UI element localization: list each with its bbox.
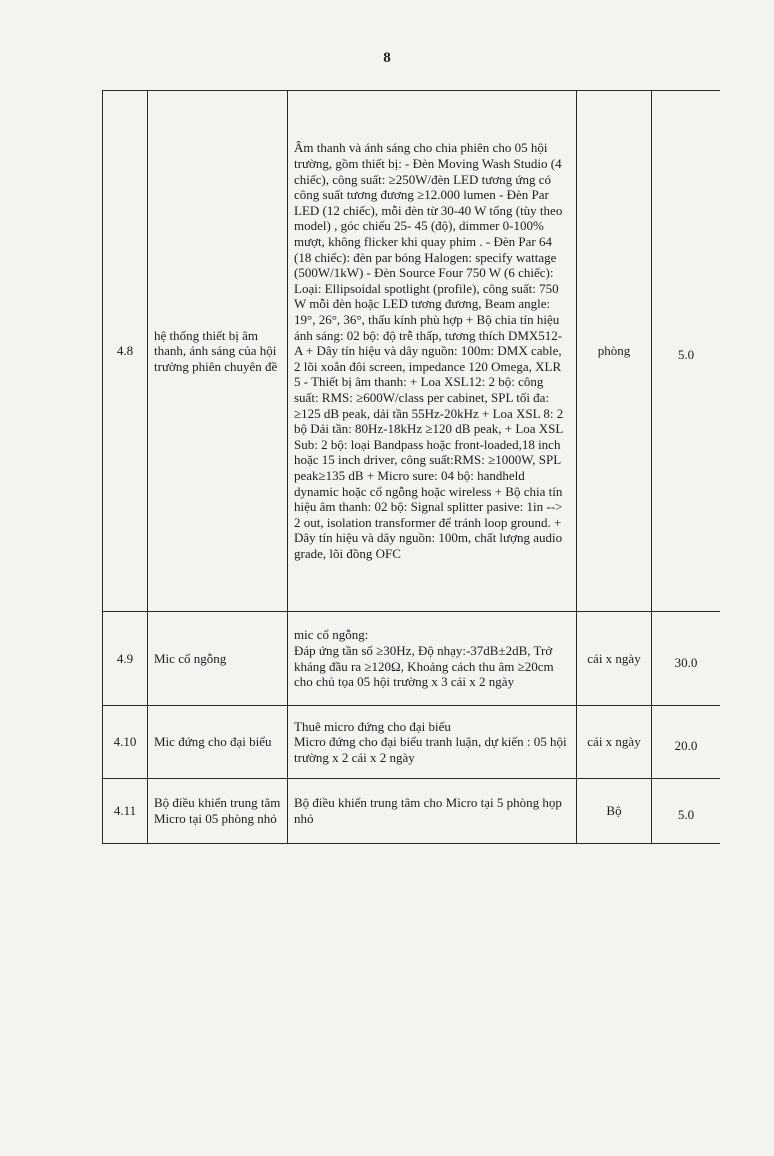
description-line: Thuê micro đứng cho đại biểu (294, 718, 451, 734)
item-quantity: 30.0 (652, 612, 721, 706)
description-line: Micro đứng cho đại biểu tranh luận, dự kiến : 05 hội trường x 2 cái x 2 ngày (294, 734, 567, 765)
item-name: Mic cổ ngỗng (148, 612, 288, 706)
description-line: Đáp ứng tần số ≥30Hz, Độ nhạy:-37dB±2dB, Trở kháng đầu ra ≥120Ω, Khoảng cách thu âm ≥20cm (294, 642, 554, 674)
item-quantity: 5.0 (652, 91, 721, 612)
item-description (288, 706, 577, 779)
item-description (288, 612, 577, 706)
item-description: Âm thanh và ánh sáng cho chia phiên cho 05 hội trường, gồm thiết bị: - Đèn Moving Wash Studio (4 chiếc), công suất: ≥250W/đèn LED tương ứng có công suất tương đương ≥12.000 lumen - Đèn Par LED (12 chiếc), mỗi đèn từ 30-40 W tổng (tùy theo model) , góc chiếu 25- 45 (độ), dimmer 0-100% mượt, không flicker khi quay phim . - Đèn Par 64 (18 chiếc): đèn par bóng Halogen: specify wattage (500W/1kW) - Đèn Source Four 750 W (6 chiếc): Loại: Ellipsoidal spotlight (profile), công suất: 750 W mỗi đèn hoặc LED tương đương, Beam angle: 19°, 26°, 36°, thấu kính phù hợp + Bộ chia tín hiệu ánh sáng: 02 bộ: độ trễ thấp, tương thích DMX512-A + Dây tín hiệu và dây nguồn: 100m: DMX cable, 2 lõi xoắn đôi screen, impedance 120 Omega, XLR 5 - Thiết bị âm thanh: + Loa XSL12: 2 bộ: công suất: RMS: ≥600W/class per cabinet, SPL tối đa: ≥125 dB peak, dải tần 55Hz-20kHz + Loa XSL 8: 2 bộ Dải tần: 80Hz-18kHz ≥120 dB peak, + Loa XSL Sub: 2 bộ: loại Bandpass hoặc front-loaded,18 inch hoặc 15 inch driver, công suất:RMS: ≥1000W, SPL peak≥135 dB + Micro sure: 04 bộ: handheld dynamic hoặc cổ ngỗng hoặc wireless + Bộ chia tín hiệu âm thanh: 02 bộ: Signal splitter pasive: 1in --> 2 out, isolation transformer để tránh loop ground. + Dây tín hiệu và dây nguồn: 100m, chất lượng audio grade, lõi đồng OFC (288, 91, 577, 612)
item-name: Mic đứng cho đại biểu (148, 706, 288, 779)
item-quantity: 20.0 (652, 706, 721, 779)
table-row (103, 91, 721, 612)
row-number: 4.8 (103, 91, 148, 612)
item-unit: cái x ngày (577, 612, 652, 706)
table-row (103, 779, 721, 844)
item-name: Bộ điều khiển trung tâm Micro tại 05 phòng nhỏ (148, 779, 288, 844)
item-unit: phòng (577, 91, 652, 612)
table-row (103, 706, 721, 779)
item-description: Bộ điều khiển trung tâm cho Micro tại 5 phòng họp nhỏ (288, 779, 577, 844)
item-unit: cái x ngày (577, 706, 652, 779)
table-row (103, 612, 721, 706)
equipment-table (102, 90, 720, 844)
description-line: cho chủ tọa 05 hội trường x 3 cái x 2 ngày (294, 674, 515, 690)
row-number: 4.9 (103, 612, 148, 706)
row-number: 4.11 (103, 779, 148, 844)
item-name: hệ thống thiết bị âm thanh, ánh sáng của hội trường phiên chuyên đề (148, 91, 288, 612)
description-line: mic cổ ngỗng: (294, 627, 369, 643)
item-quantity: 5.0 (652, 779, 721, 844)
page-number: 8 (383, 50, 391, 66)
item-unit: Bộ (577, 779, 652, 844)
row-number: 4.10 (103, 706, 148, 779)
